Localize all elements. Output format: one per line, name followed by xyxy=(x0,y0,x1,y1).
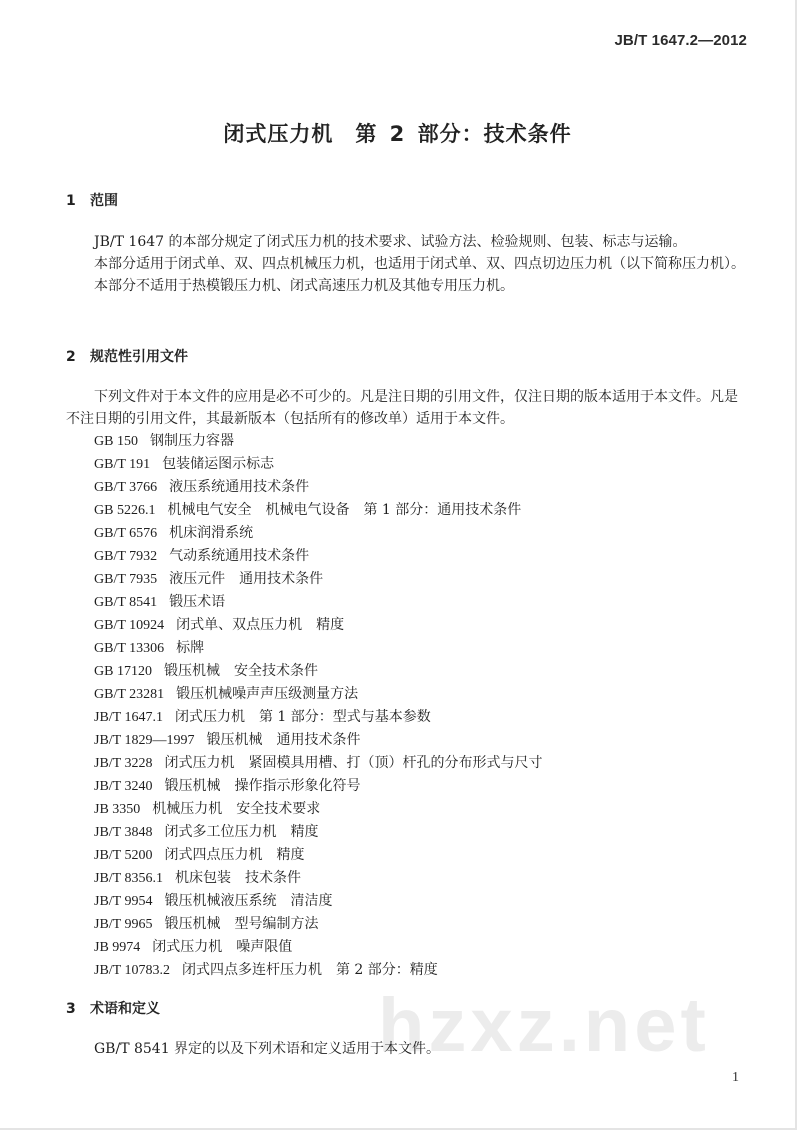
reference-code: GB 150 xyxy=(94,434,138,449)
reference-code: GB/T 7932 xyxy=(94,549,158,564)
document-title: 闭式压力机 第 2 部分：技术条件 xyxy=(223,122,572,146)
reference-item xyxy=(94,637,542,660)
reference-title: 锻压机械 型号编制方法 xyxy=(164,916,319,932)
section-title: 术语和定义 xyxy=(90,1001,160,1017)
reference-title: 标牌 xyxy=(176,640,205,656)
reference-code: JB/T 10783.2 xyxy=(94,963,170,978)
reference-item xyxy=(94,936,542,959)
reference-code: JB/T 8356.1 xyxy=(94,871,163,886)
reference-title: 闭式压力机 紧固模具用槽、打（顶）杆孔的分布形式与尺寸 xyxy=(164,755,543,771)
paragraph: JB/T 1647 的本部分规定了闭式压力机的技术要求、试验方法、检验规则、包装、标志与运输。 xyxy=(94,234,687,250)
paragraph: 下列文件对于本文件的应用是必不可少的。凡是注日期的引用文件，仅注日期的版本适用于本文件。凡是不注日期的引用文件，其最新版本（包括所有的修改单）适用于本文件。 xyxy=(66,389,738,427)
reference-code: JB/T 9954 xyxy=(94,894,153,909)
section-title: 规范性引用文件 xyxy=(90,349,188,365)
reference-item xyxy=(94,798,542,821)
reference-title: 闭式压力机 第 1 部分：型式与基本参数 xyxy=(174,709,431,725)
reference-title: 锻压机械 操作指示形象化符号 xyxy=(164,778,361,794)
section-number: 1 xyxy=(66,193,76,209)
reference-code: JB/T 3848 xyxy=(94,825,153,840)
reference-item xyxy=(94,614,542,637)
reference-item xyxy=(94,591,542,614)
reference-title: 液压系统通用技术条件 xyxy=(169,479,310,495)
reference-code: GB/T 8541 xyxy=(94,595,158,610)
reference-code: JB/T 3228 xyxy=(94,756,153,771)
reference-title: 机械电气安全 机械电气设备 第 1 部分：通用技术条件 xyxy=(167,502,522,518)
reference-item xyxy=(94,453,542,476)
reference-item xyxy=(94,683,542,706)
reference-item xyxy=(94,890,542,913)
reference-title: 钢制压力容器 xyxy=(149,433,234,449)
reference-code: GB 17120 xyxy=(94,664,152,679)
section-title: 范围 xyxy=(90,193,118,209)
reference-title: 气动系统通用技术条件 xyxy=(169,548,310,564)
reference-item xyxy=(94,476,542,499)
reference-item xyxy=(94,430,542,453)
reference-item xyxy=(94,545,542,568)
reference-title: 闭式单、双点压力机 精度 xyxy=(176,617,345,633)
reference-code: GB/T 3766 xyxy=(94,480,158,495)
reference-item xyxy=(94,706,542,729)
reference-title: 锻压机械 通用技术条件 xyxy=(206,732,361,748)
reference-title: 机床润滑系统 xyxy=(169,525,254,541)
reference-title: 包装储运图示标志 xyxy=(162,456,275,472)
reference-code: GB/T 13306 xyxy=(94,641,165,656)
scope-paragraphs xyxy=(66,231,746,297)
reference-item xyxy=(94,959,542,982)
reference-item xyxy=(94,729,542,752)
reference-code: JB 3350 xyxy=(94,802,141,817)
reference-item xyxy=(94,913,542,936)
reference-item xyxy=(94,499,542,522)
terms-paragraph xyxy=(66,1038,746,1060)
section-heading-scope xyxy=(66,190,118,210)
section-heading-terms-definitions xyxy=(66,998,160,1018)
reference-item xyxy=(94,844,542,867)
reference-title: 闭式四点多连杆压力机 第 2 部分：精度 xyxy=(181,962,438,978)
reference-code: GB/T 6576 xyxy=(94,526,158,541)
reference-title: 锻压机械液压系统 清洁度 xyxy=(164,893,333,909)
reference-title: 机械压力机 安全技术要求 xyxy=(152,801,321,817)
section-number: 2 xyxy=(66,349,76,365)
reference-item xyxy=(94,867,542,890)
reference-item xyxy=(94,660,542,683)
reference-title: 液压元件 通用技术条件 xyxy=(169,571,324,587)
reference-item xyxy=(94,775,542,798)
reference-title: 闭式多工位压力机 精度 xyxy=(164,824,319,840)
reference-code: JB/T 1647.1 xyxy=(94,710,163,725)
reference-code: JB/T 9965 xyxy=(94,917,153,932)
reference-title: 锻压机械 安全技术条件 xyxy=(163,663,318,679)
reference-item xyxy=(94,752,542,775)
reference-item xyxy=(94,522,542,545)
reference-code: GB/T 23281 xyxy=(94,687,165,702)
reference-title: 锻压机械噪声声压级测量方法 xyxy=(176,686,359,702)
reference-code: JB/T 5200 xyxy=(94,848,153,863)
reference-code: GB/T 10924 xyxy=(94,618,165,633)
reference-code: JB/T 1829—1997 xyxy=(94,733,195,748)
reference-code: GB 5226.1 xyxy=(94,503,156,518)
reference-code: JB 9974 xyxy=(94,940,141,955)
reference-list xyxy=(94,430,542,982)
reference-title: 机床包装 技术条件 xyxy=(174,870,301,886)
page-number: 1 xyxy=(732,1070,739,1085)
paragraph: 本部分适用于闭式单、双、四点机械压力机，也适用于闭式单、双、四点切边压力机（以下简称压力机）。 xyxy=(94,256,745,272)
paragraph: GB/T 8541 界定的以及下列术语和定义适用于本文件。 xyxy=(94,1041,441,1057)
reference-code: JB/T 3240 xyxy=(94,779,153,794)
reference-title: 闭式四点压力机 精度 xyxy=(164,847,305,863)
reference-title: 闭式压力机 噪声限值 xyxy=(152,939,293,955)
reference-item xyxy=(94,821,542,844)
watermark: hzxz.net xyxy=(378,983,710,1068)
references-intro xyxy=(66,386,746,430)
reference-code: GB/T 191 xyxy=(94,457,151,472)
section-number: 3 xyxy=(66,1001,76,1017)
reference-item xyxy=(94,568,542,591)
standard-code: JB/T 1647.2—2012 xyxy=(614,32,747,49)
reference-code: GB/T 7935 xyxy=(94,572,158,587)
reference-title: 锻压术语 xyxy=(169,594,226,610)
paragraph: 本部分不适用于热模锻压力机、闭式高速压力机及其他专用压力机。 xyxy=(94,278,514,294)
section-heading-normative-references xyxy=(66,346,188,366)
